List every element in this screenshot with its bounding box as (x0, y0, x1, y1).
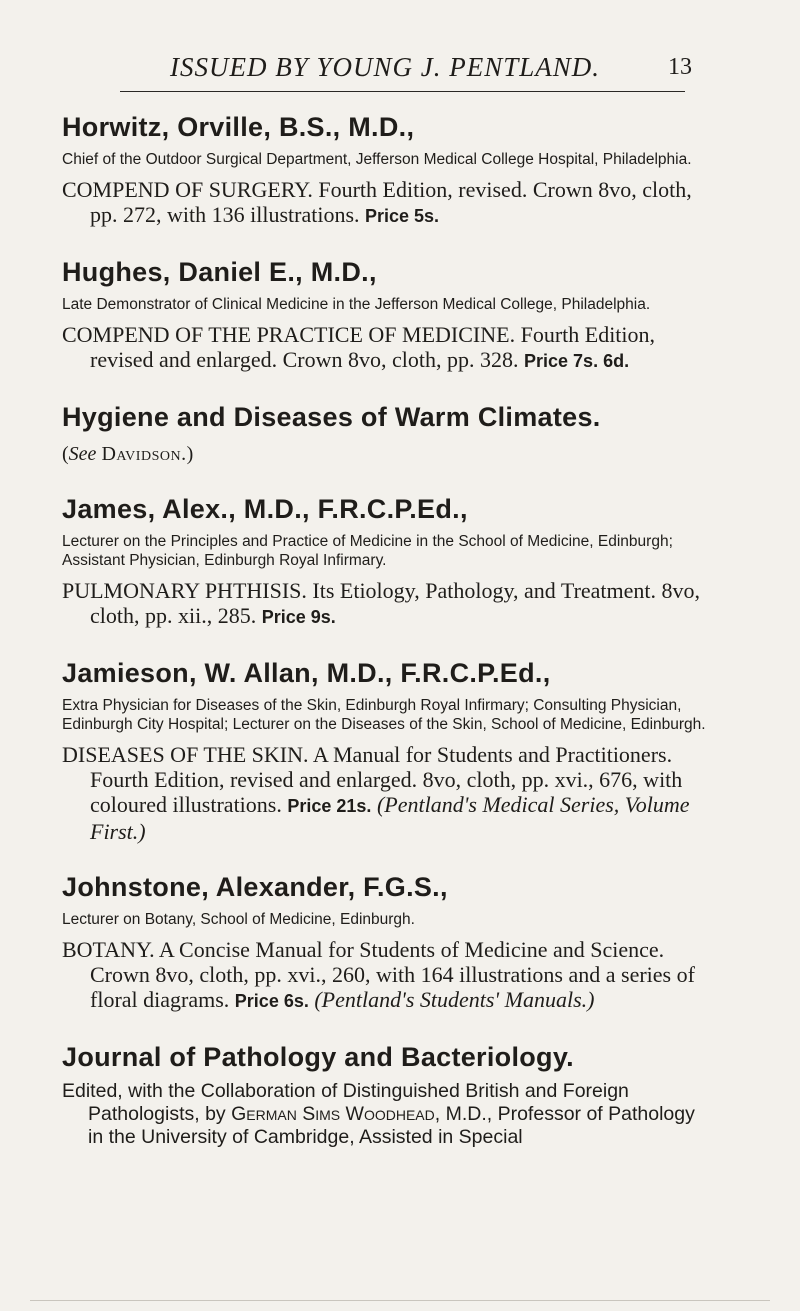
work-details: A Concise Manual for Students of Medicine and Science. Crown 8vo, cloth, pp. xvi., 260, with 164 illustrations and a series of floral diagrams. (90, 937, 695, 1012)
work-title: PULMONARY PHTHISIS. (62, 578, 307, 603)
page-number: 13 (668, 54, 692, 80)
author-description: Extra Physician for Diseases of the Skin, Edinburgh Royal Infirmary; Consulting Physician, Edinburgh City Hospital; Lecturer on the Diseases of the Skin, School of Medicine, Edinburgh. (62, 697, 706, 733)
see-name: Davidson. (101, 443, 187, 465)
series-note: (Pentland's Students' Manuals.) (314, 987, 595, 1012)
catalogue-entry-johnstone (62, 870, 714, 1014)
work-details: Fourth Edition, revised and enlarged. Crown 8vo, cloth, pp. 328. (90, 322, 656, 372)
author-description: Chief of the Outdoor Surgical Department, Jefferson Medical College Hospital, Philadelphia. (62, 151, 692, 168)
see-word: See (68, 443, 97, 465)
editorial-note (62, 1080, 714, 1149)
entry-heading: James, Alex., M.D., F.R.C.P.Ed., (62, 494, 468, 524)
edited-text-end: M.D., Professor of Pathology in the University of Cambridge, Assisted in Special (88, 1103, 695, 1148)
entry-heading: Hughes, Daniel E., M.D., (62, 257, 377, 287)
price: Price 21s. (287, 796, 372, 816)
work-title: COMPEND OF THE PRACTICE OF MEDICINE. (62, 322, 516, 347)
work-listing (62, 742, 714, 844)
series-note: (Pentland's Medical Series, Volume First.) (90, 792, 690, 844)
catalogue-entry-hygiene (62, 400, 714, 466)
entry-heading: Johnstone, Alexander, F.G.S., (62, 872, 448, 902)
page-edge-rule (30, 1300, 770, 1301)
work-title: COMPEND OF SURGERY. (62, 177, 313, 202)
work-listing (62, 322, 714, 374)
entry-heading: Jamieson, W. Allan, M.D., F.R.C.P.Ed., (62, 658, 551, 688)
work-listing (62, 937, 714, 1014)
author-description: Lecturer on the Principles and Practice of Medicine in the School of Medicine, Edinburgh; Assistant Physician, Edinburgh Royal Infirmary. (62, 533, 673, 569)
work-details: Its Etiology, Pathology, and Treatment. 8vo, cloth, pp. xii., 285. (90, 578, 701, 628)
running-title: ISSUED BY YOUNG J. PENTLAND. (170, 52, 601, 82)
work-title: BOTANY. (62, 937, 155, 962)
entry-heading: Horwitz, Orville, B.S., M.D., (62, 112, 415, 142)
author-description: Late Demonstrator of Clinical Medicine in the Jefferson Medical College, Philadelphia. (62, 296, 651, 313)
catalogue-entry-hughes (62, 255, 714, 374)
catalogue-entry-journal (62, 1040, 714, 1149)
catalogue-entry-horwitz (62, 110, 714, 229)
work-title: DISEASES OF THE SKIN. (62, 742, 309, 767)
work-listing (62, 578, 714, 630)
price: Price 9s. (261, 607, 336, 627)
work-details: Fourth Edition, revised. Crown 8vo, cloth, pp. 272, with 136 illustrations. (90, 177, 692, 227)
header-rule (120, 91, 685, 92)
edited-text-start: Edited, with the Collaboration of Distinguished British and Foreign Pathologists, by (62, 1080, 629, 1125)
entry-heading: Hygiene and Diseases of Warm Climates. (62, 402, 601, 432)
price: Price 7s. 6d. (524, 351, 630, 371)
catalogue-listing (62, 110, 714, 1149)
running-head (0, 52, 800, 92)
editor-name: German Sims Woodhead, (231, 1103, 441, 1125)
author-description: Lecturer on Botany, School of Medicine, Edinburgh. (62, 911, 415, 928)
cross-reference: (See Davidson.) (62, 443, 194, 465)
work-listing (62, 177, 714, 229)
catalogue-entry-jamieson (62, 656, 714, 844)
price: Price 5s. (365, 206, 440, 226)
work-details: A Manual for Students and Practitioners. Fourth Edition, revised and enlarged. 8vo, cloth, pp. xvi., 676, with coloured illustrations. (90, 742, 683, 817)
catalogue-entry-james (62, 492, 714, 630)
price: Price 6s. (234, 991, 309, 1011)
entry-heading: Journal of Pathology and Bacteriology. (62, 1042, 574, 1072)
